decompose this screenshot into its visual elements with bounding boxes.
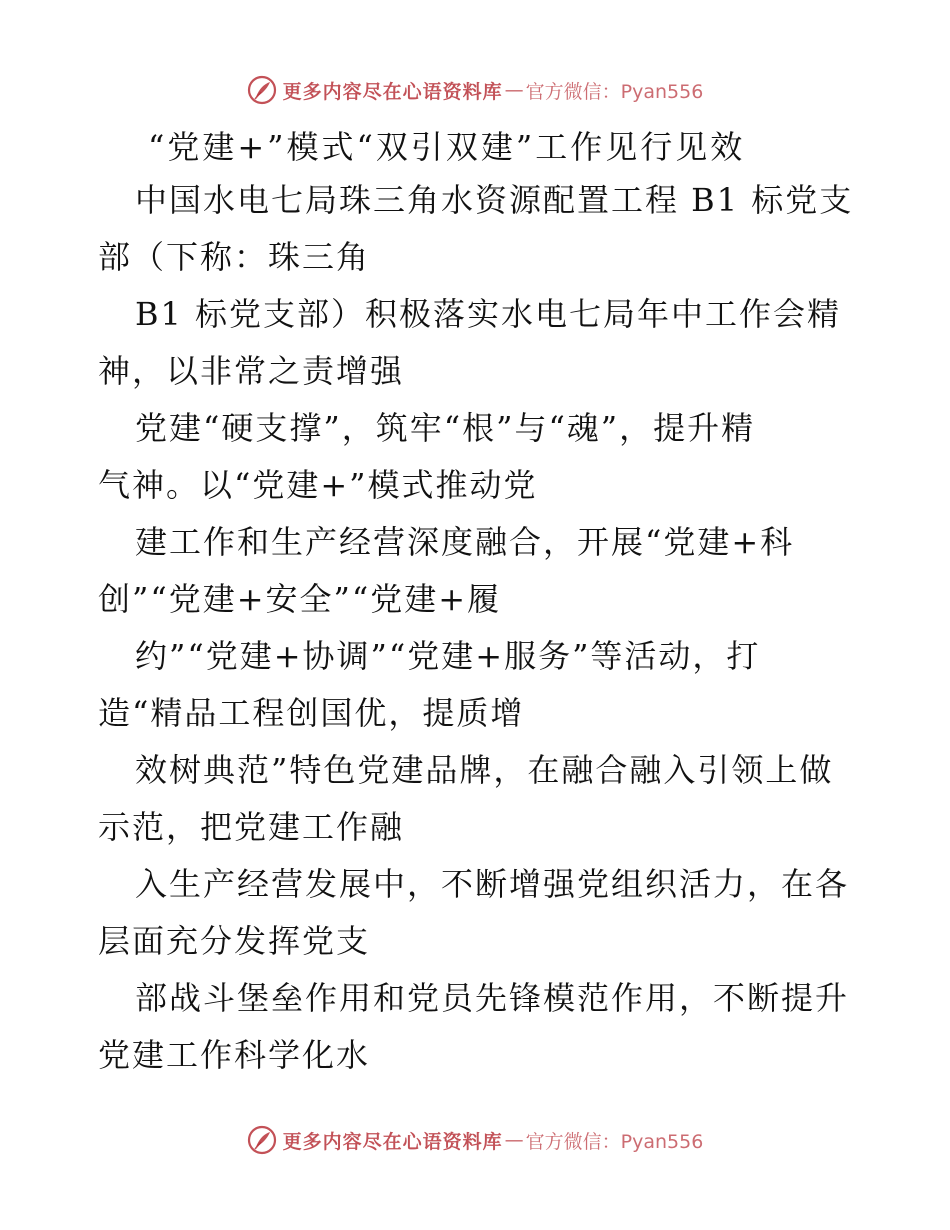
text-line: 气神。以“党建+”模式推动党: [98, 466, 538, 504]
watermark-brand: 更多内容尽在心语资料库: [282, 80, 503, 103]
text-line: 建工作和生产经营深度融合，开展“党建+科: [135, 523, 795, 561]
text-line: B1 标党支部）积极落实水电七局年中工作会精: [135, 295, 842, 333]
document-body: [98, 122, 868, 1084]
text-line: 党建“硬支撑”，筑牢“根”与“魂”，提升精: [135, 409, 756, 447]
watermark-contact: 官方微信：Pyan556: [525, 80, 704, 103]
text-line: 创”“党建+安全”“党建+履: [98, 580, 502, 618]
text-line: 层面充分发挥党支: [98, 922, 371, 960]
feather-quill-logo-icon: [247, 75, 277, 105]
text-line: 约”“党建+协调”“党建+服务”等活动，打: [135, 637, 761, 675]
text-line: 中国水电七局珠三角水资源配置工程 B1 标党支: [135, 181, 854, 219]
watermark-separator: —: [504, 79, 524, 101]
text-line: 造“精品工程创国优，提质增: [98, 694, 525, 732]
text-line: 部战斗堡垒作用和党员先锋模范作用，不断提升: [135, 979, 850, 1017]
text-line: 入生产经营发展中，不断增强党组织活力，在各: [135, 865, 850, 903]
text-line: 示范，把党建工作融: [98, 808, 405, 846]
document-paragraph: [98, 172, 868, 1084]
text-line: 党建工作科学化水: [98, 1036, 371, 1074]
watermark-contact: 官方微信：Pyan556: [525, 1130, 704, 1153]
header-watermark: [0, 72, 950, 108]
text-line: 部（下称：珠三角: [98, 238, 371, 276]
text-line: 效树典范”特色党建品牌，在融合融入引领上做: [135, 751, 834, 789]
feather-quill-logo-icon: [247, 1125, 277, 1155]
watermark-brand: 更多内容尽在心语资料库: [282, 1130, 503, 1153]
document-title: “党建+”模式“双引双建”工作见行见效: [148, 128, 746, 166]
text-line: 神，以非常之责增强: [98, 352, 405, 390]
footer-watermark: [0, 1122, 950, 1158]
watermark-separator: —: [504, 1129, 524, 1151]
